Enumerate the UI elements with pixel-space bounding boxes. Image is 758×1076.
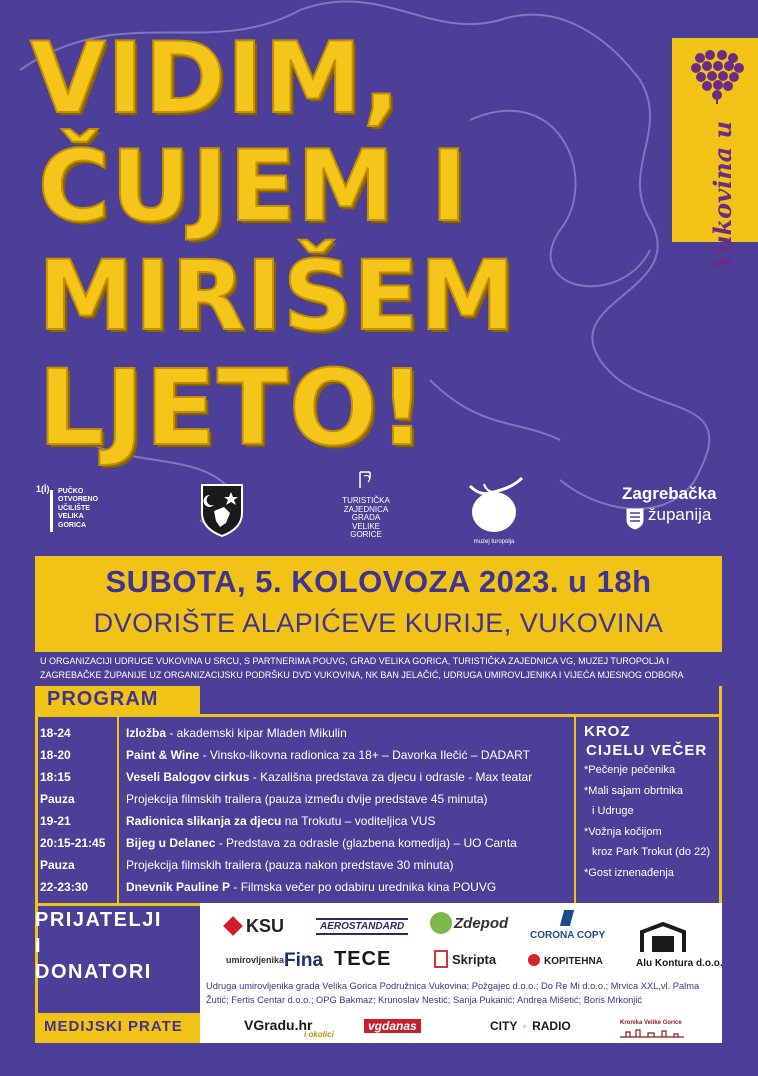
program-time: Pauza (40, 792, 75, 806)
vgradu-logo (244, 1017, 334, 1039)
city-crest-logo (200, 483, 244, 537)
zdepod-text: Zdepod (454, 915, 509, 932)
all-evening-heading-2: CIJELU VEČER (586, 742, 708, 759)
program-time: 18-20 (40, 748, 71, 762)
program-detail: Projekcija filmskih trailera (pauza nakon predstave 30 minuta) (126, 858, 454, 872)
zdepod-logo (430, 912, 508, 934)
program-description (126, 880, 496, 894)
all-evening-item: i Udruge (592, 805, 634, 817)
all-evening-heading-1: KROZ (584, 723, 631, 740)
program-row (40, 836, 570, 857)
all-evening-panel (584, 722, 718, 883)
all-evening-item: *Mali sajam obrtnika (584, 784, 684, 797)
tourist-board-logo (336, 470, 396, 546)
pou-velika-gorica-logo (36, 484, 108, 532)
ksu-diamond-icon (223, 916, 243, 936)
vukovina-badge (672, 38, 758, 270)
city-radio-logo (490, 1019, 571, 1033)
program-description (126, 814, 435, 828)
all-evening-item: *Vožnja kočijom (584, 825, 662, 838)
skripta-text: Skripta (452, 952, 497, 967)
program-row (40, 792, 570, 813)
alu-kontura-icon (638, 922, 708, 956)
program-heading: PROGRAM (35, 686, 200, 714)
tourist-board-text: TURISTIČKA ZAJEDNICA GRADA VELIKE GORICE (342, 496, 390, 540)
program-time: 18:15 (40, 770, 71, 784)
program-description (126, 792, 488, 806)
program-detail: Projekcija filmskih trailera (pauza između dvije predstave 45 minuta) (126, 792, 488, 806)
pou-logo-number: 1(İ) (36, 484, 50, 494)
program-time: 18-24 (40, 726, 71, 740)
radio-text: RADIO (532, 1019, 571, 1033)
county-shield-icon (626, 508, 644, 530)
program-right-border (719, 686, 722, 906)
program-left-border (35, 686, 38, 906)
program-time: 19-21 (40, 814, 71, 828)
program-description (126, 836, 517, 850)
program-row (40, 748, 570, 769)
program-row (40, 858, 570, 879)
program-description (126, 748, 530, 762)
city-text: CITY (490, 1019, 518, 1033)
crest-icon (200, 483, 244, 537)
ksu-text: KSU (246, 916, 285, 936)
program-title: Paint & Wine (126, 748, 200, 762)
muzej-turopolja-logo (462, 474, 526, 544)
vgradu-sub-text: i okolici (304, 1030, 334, 1039)
program-detail: na Trokutu – voditeljica VUS (281, 814, 436, 828)
program-title: Izložba (126, 726, 167, 740)
zagrebacka-zupanija-logo (622, 484, 722, 536)
kopitehna-icon (528, 954, 540, 966)
kopitehna-logo (528, 954, 603, 967)
program-row (40, 726, 570, 747)
skripta-icon (434, 950, 448, 968)
friends-label-2: I (35, 935, 43, 957)
headline (30, 22, 650, 469)
zupanija-text: županija (648, 505, 712, 524)
kopitehna-text: KOPITEHNA (544, 956, 603, 967)
tece-logo: TECE (334, 948, 392, 970)
friends-label-box (35, 903, 200, 1013)
program-detail: - akademski kipar Mladen Mikulin (166, 726, 347, 740)
zdepod-leaf-icon (430, 912, 452, 934)
vgradu-text: VGradu.hr (244, 1017, 313, 1033)
kronika-logo (620, 1020, 682, 1026)
vgdanas-logo: vgdanas (364, 1019, 421, 1033)
aerostandard-logo: AEROSTANDARD (316, 918, 408, 935)
ksu-logo (226, 916, 284, 937)
program-title: Veseli Balogov cirkus (126, 770, 250, 784)
heart-cluster-icon (690, 48, 744, 104)
all-evening-item: kroz Park Trokut (do 22) (592, 846, 710, 858)
friends-label-1: PRIJATELJI (35, 909, 162, 931)
event-date: SUBOTA, 5. KOLOVOZA 2023. u 18h (105, 564, 652, 599)
pou-logo-text: PUČKO OTVORENO UČILIŠTE VELIKA GORICA (58, 488, 99, 529)
program-time: 22-23:30 (40, 880, 89, 894)
event-date-box (35, 556, 722, 652)
program-row (40, 814, 570, 835)
program-time: Pauza (40, 858, 75, 872)
radio-wave-icon: ◦ (522, 1019, 527, 1033)
program-detail: - Predstava za odrasle (glazbena komedija) – UO Canta (215, 836, 517, 850)
program-row (40, 770, 570, 791)
program-side-divider (574, 717, 576, 903)
muzej-turopolja-icon (462, 474, 526, 536)
muzej-turopolja-text: muzej turopolja (473, 539, 515, 545)
program-title: Bijeg u Delanec (126, 836, 216, 850)
pou-logo-bar (50, 490, 53, 532)
zagrebacka-text: Zagrebačka (622, 484, 717, 503)
fina-text: Fina (284, 950, 324, 971)
program-detail: - Kazališna predstava za djecu i odrasle - Max teatar (249, 770, 533, 784)
program-description (126, 770, 532, 784)
alu-kontura-logo: Alu Kontura d.o.o. (636, 958, 723, 969)
program-row (40, 880, 570, 901)
corona-copy-logo (530, 930, 605, 941)
program-detail: - Filmska večer po odabiru urednika kina POUVG (230, 880, 497, 894)
donors-list: Udruga umirovljenika grada Velika Gorica Podružnica Vukovina; Požgajec d.o.o.; Do Re Mi d.o.o.; Mrvica XXL,vl. Palma Žutić; Fertis Centar d.o.o.; OPG Bakmaz; Krunoslav Nestić; Sanja Pukanić; Andrea Mišetić; Boris Mrkonjić (206, 981, 700, 1005)
all-evening-item: *Pečenje pečenika (584, 764, 676, 776)
tourist-board-icon (356, 470, 376, 490)
fina-logo (226, 950, 323, 972)
program-description (126, 726, 347, 740)
corona-copy-text: CORONA COPY (530, 930, 606, 941)
headline-line-2: ČUJEM I (38, 130, 469, 244)
program-title: Dnevnik Pauline P (126, 880, 231, 894)
program-description (126, 858, 454, 872)
skripta-logo (434, 950, 496, 968)
friends-label-3: DONATORI (35, 961, 152, 983)
kronika-skyline-icon (620, 1028, 684, 1038)
headline-line-4: LJETO! (38, 347, 427, 469)
media-label: MEDIJSKI PRATE (44, 1018, 183, 1035)
all-evening-item: *Gost iznenađenja (584, 866, 674, 879)
kronika-text: Kronika Velike Gorice (620, 1020, 682, 1026)
organizer-text: U ORGANIZACIJI UDRUGE VUKOVINA U SRCU, S PARTNERIMA POUVG, GRAD VELIKA GORICA, TURISTIČKA ZAJEDNICA VG, MUZEJ TUROPOLJA I ZAGREBAČKE ŽUPANIJE UZ ORGANIZACIJSKU PODRŠKU DVD VUKOVINA, NK BAN JELAČIĆ, UDRUGA UMIROVLJENIKA I VIJEĆA MJESNOG ODBORA (40, 656, 684, 680)
vukovina-brand-text: Vukovina u (708, 120, 737, 270)
program-detail: - Vinsko-likovna radionica za 18+ – Davorka Ilečić – DADART (199, 748, 530, 762)
program-time: 20:15-21:45 (40, 836, 106, 850)
headline-line-3: MIRIŠEM (38, 240, 517, 352)
program-title: Radionica slikanja za djecu (126, 814, 282, 828)
program-rule (35, 714, 722, 717)
fina-prefix-text: umirovljenika (226, 955, 285, 965)
event-place: DVORIŠTE ALAPIĆEVE KURIJE, VUKOVINA (93, 608, 664, 638)
headline-line-1: VIDIM, (30, 22, 401, 136)
